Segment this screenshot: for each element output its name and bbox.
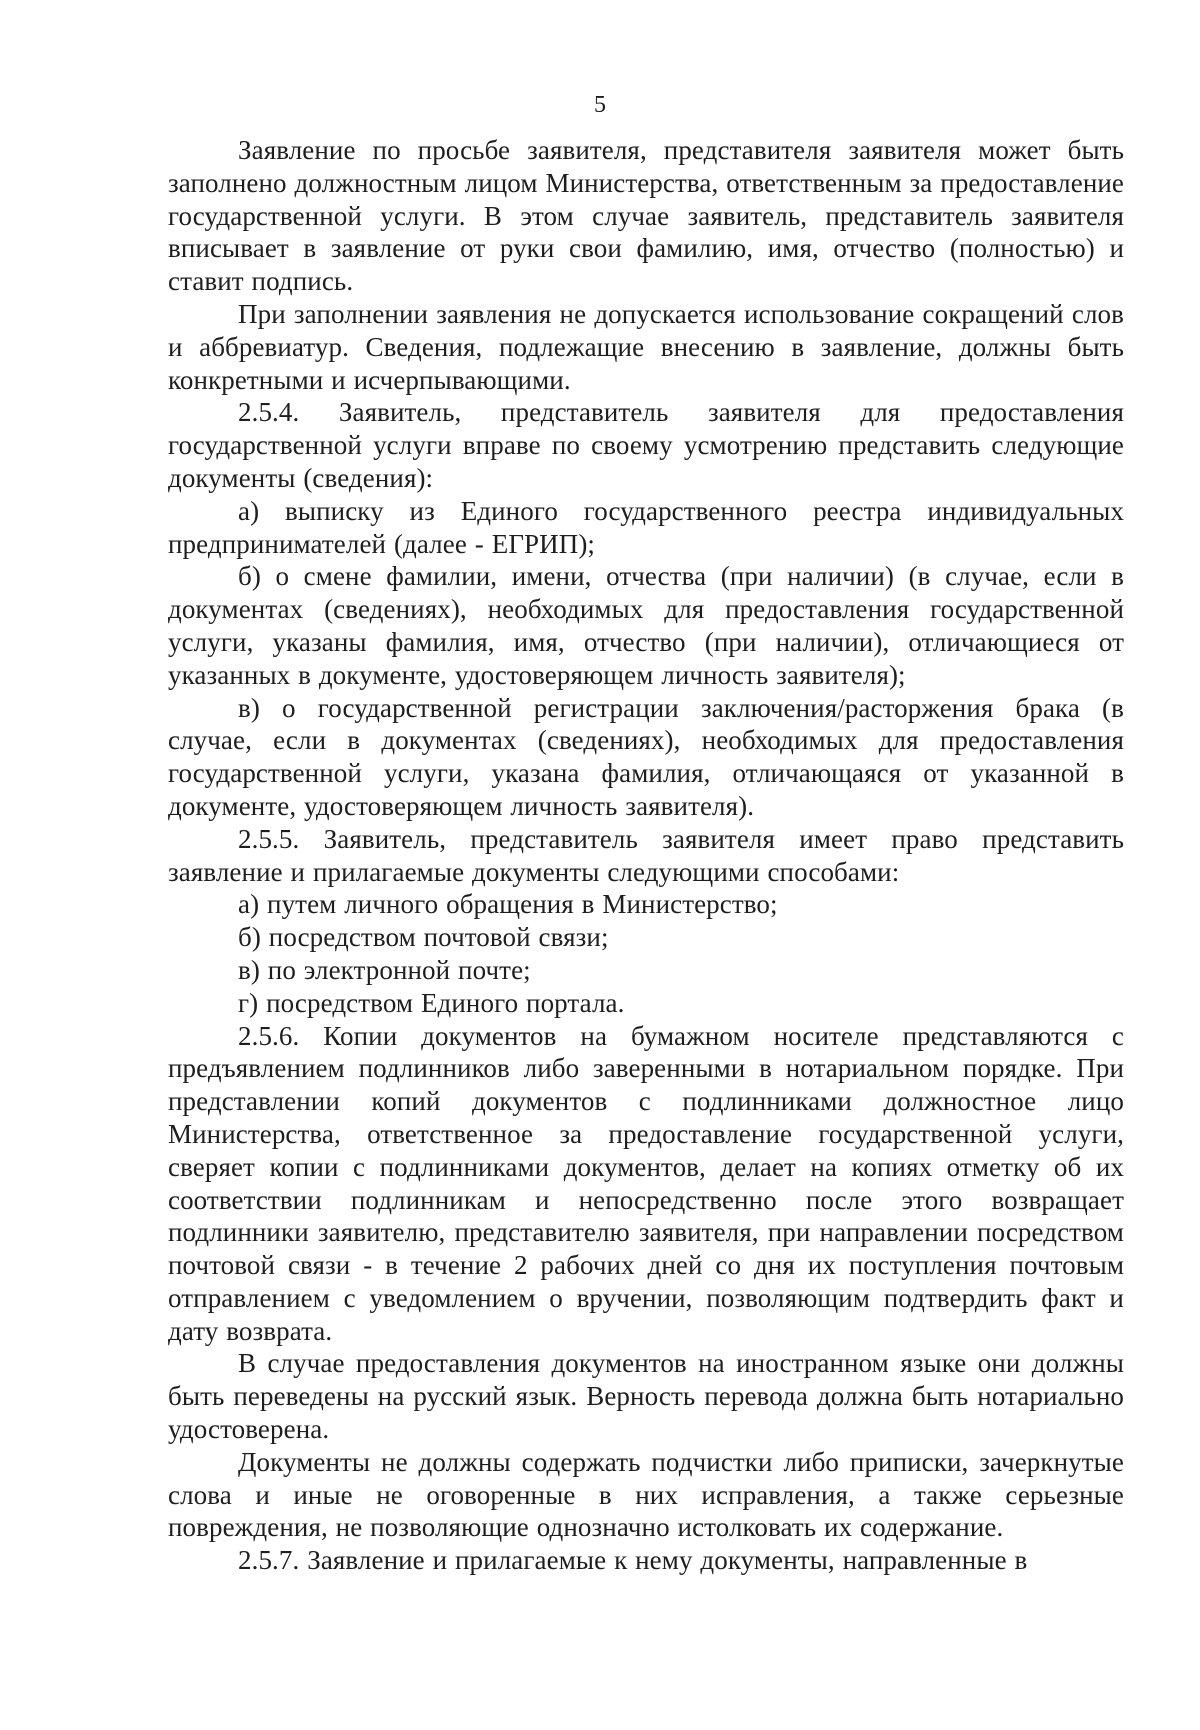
paragraph-2-5-6: 2.5.6. Копии документов на бумажном носителе представляются с предъявлением подлинников либо заверенными в нотариальном порядке. При представлении копий документов с подлинниками должностное лицо Министерства, ответственное за предоставление государственной услуги, сверяет копии с подлинниками документов, делает на копиях отметку об их соответствии подлинникам и непосредственно после этого возвращает подлинники заявителю, представителю заявителя, при направлении посредством почтовой связи - в течение 2 рабочих дней со дня их поступления почтовым отправлением с уведомлением о вручении, позволяющим подтвердить факт и дату возврата. bbox=[168, 1020, 1124, 1346]
document-body bbox=[168, 134, 1124, 1577]
list-item-2-5-5-a: а) путем личного обращения в Министерство; bbox=[238, 889, 778, 920]
paragraph-2-5-4: 2.5.4. Заявитель, представитель заявителя для предоставления государственной услуги вправе по своему усмотрению представить следующие документы (сведения): bbox=[168, 397, 1124, 493]
paragraph-document-requirements: Документы не должны содержать подчистки либо приписки, зачеркнутые слова и иные не оговоренные в них исправления, а также серьезные повреждения, не позволяющие однозначно истолковать их содержание. bbox=[168, 1446, 1124, 1543]
paragraph-no-abbreviations: При заполнении заявления не допускается использование сокращений слов и аббревиатур. Сведения, подлежащие внесению в заявление, должны быть конкретными и исчерпывающими. bbox=[168, 298, 1124, 395]
paragraph-2-5-5: 2.5.5. Заявитель, представитель заявителя имеет право представить заявление и прилагаемые документы следующими способами: bbox=[168, 823, 1124, 887]
page-number: 5 bbox=[594, 92, 606, 118]
list-item-2-5-5-b: б) посредством почтовой связи; bbox=[238, 922, 609, 953]
list-item-2-5-5-g: г) посредством Единого портала. bbox=[238, 987, 625, 1018]
list-item-2-5-4-a: а) выписку из Единого государственного реестра индивидуальных предпринимателей (далее - ЕГРИП); bbox=[168, 495, 1124, 559]
list-item-2-5-4-b: б) о смене фамилии, имени, отчества (при наличии) (в случае, если в документах (сведениях), необходимых для предоставления государственной услуги, указаны фамилия, имя, отчество (при наличии), отличающиеся от указанных в документе, удостоверяющем личность заявителя); bbox=[168, 561, 1124, 690]
paragraph-application-filled-by-official: Заявление по просьбе заявителя, представителя заявителя может быть заполнено должностным лицом Министерства, ответственным за предоставление государственной услуги. В этом случае заявитель, представитель заявителя вписывает в заявление от руки свои фамилию, имя, отчество (полностью) и ставит подпись. bbox=[168, 135, 1124, 297]
list-item-2-5-4-v: в) о государственной регистрации заключения/расторжения брака (в случае, если в документах (сведениях), необходимых для предоставления государственной услуги, указана фамилия, отличающаяся от указанной в документе, удостоверяющем личность заявителя). bbox=[168, 692, 1124, 821]
paragraph-2-5-7: 2.5.7. Заявление и прилагаемые к нему документы, направленные в bbox=[238, 1545, 1028, 1576]
list-item-2-5-5-v: в) по электронной почте; bbox=[238, 954, 531, 985]
paragraph-foreign-language: В случае предоставления документов на иностранном языке они должны быть переведены на русский язык. Верность перевода должна быть нотариально удостоверена. bbox=[168, 1348, 1124, 1445]
